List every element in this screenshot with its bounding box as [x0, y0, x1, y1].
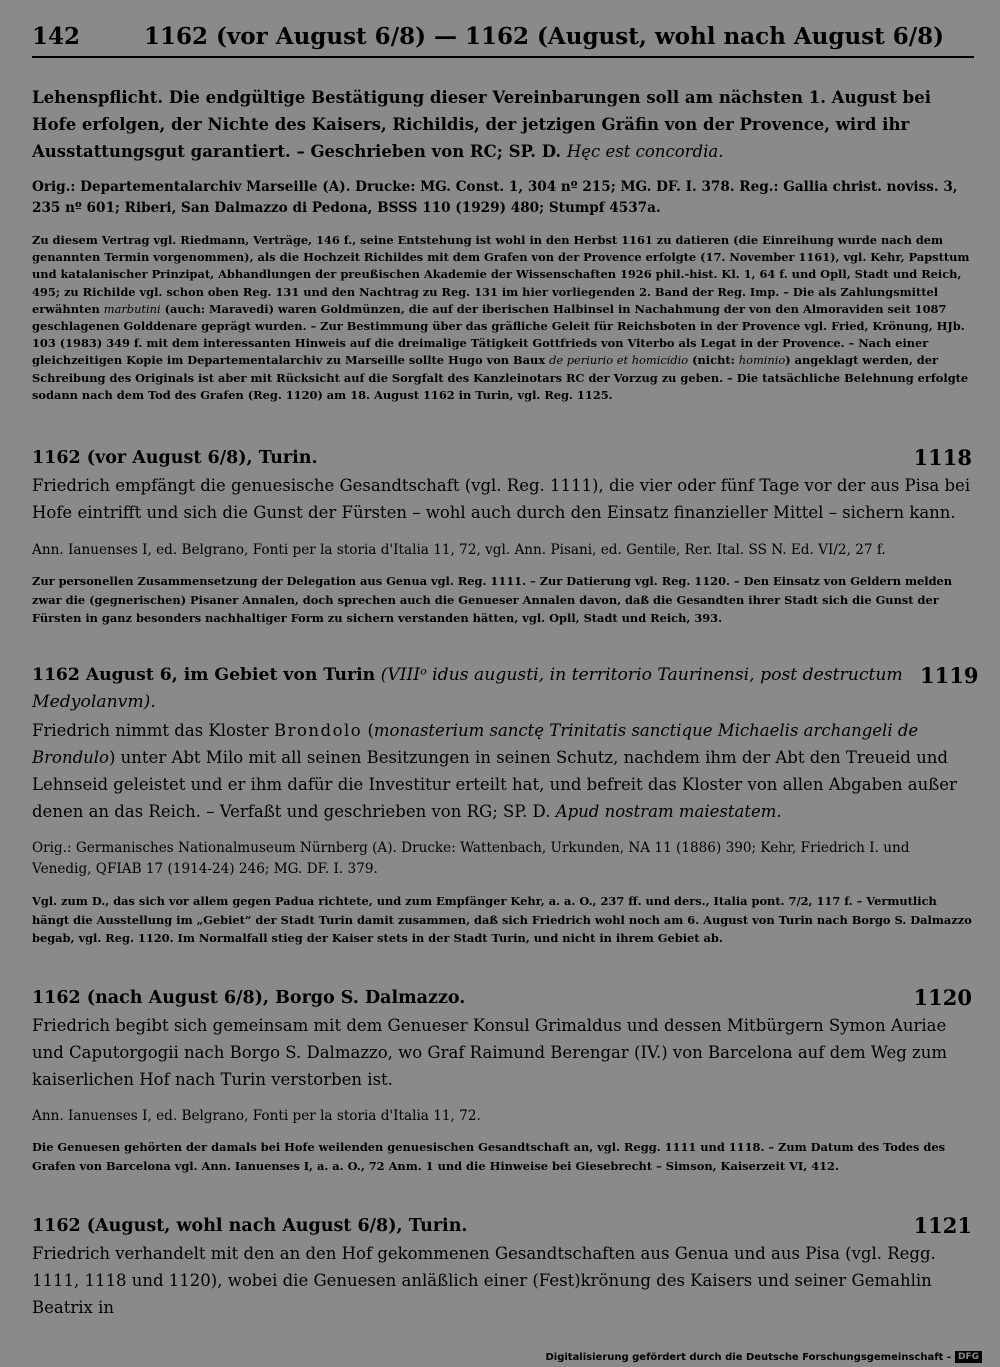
intro-sources: Orig.: Departementalarchiv Marseille (A). Drucke: MG. Const. 1, 304 nº 215; MG. DF. I. 378. Reg.: Gallia christ. noviss. 3, 235 nº 601; Riberi, San Dalmazzo di Pedona, BSSS 110 (1929) 480; Stumpf 4537a. [32, 179, 958, 216]
intro-text-part: Lehenspflicht. Die endgültige Bestätigung dieser Vereinbarungen soll am nächsten 1. August bei Hofe erfolgen, der Nichte des Kaisers, Richildis, der jetzigen Gräfin von der Provence, wird ihr Ausstattungsgut garantiert. – Geschrieben von RC; SP. D. [32, 88, 931, 161]
entry-note: Vgl. zum D., das sich vor allem gegen Padua richtete, und zum Empfänger Kehr, a. a. O., 237 ff. und ders., Italia pont. 7/2, 117 f. – Vermutlich hängt die Ausstellung im „Gebiet“ der Stadt Turin damit zusammen, daß sich Friedrich wohl noch am 6. August von Turin nach Borgo S. Dalmazzo begab, vgl. Reg. 1120. Im Normalfall stieg der Kaiser stets in der Stadt Turin, und nicht in ihrem Gebiet ab. [32, 894, 972, 945]
entry-text: Friedrich verhandelt mit den an den Hof gekommenen Gesandtschaften aus Genua und aus Pisa (vgl. Regg. 1111, 1118 und 1120), wobei die Genuesen anläßlich einer (Fest)krönung des Kaisers und seiner Gemahlin Beatrix in [32, 1244, 936, 1317]
entry-text-spaced: Brondolo [273, 721, 363, 740]
entry-title: 1162 August 6, im Gebiet von Turin [32, 665, 376, 685]
intro-note-italic: de periurio et homicidio [549, 353, 689, 368]
entry-number: 1119 [920, 663, 979, 688]
intro-note-part: Zu diesem Vertrag vgl. Riedmann, Verträge, 146 f., seine Entstehung ist wohl in den Herbst 1161 zu datieren (die Einreihung wurde nach dem genannten Termin vorgenommen), als die Hochzeit Richildes mit dem Grafen von der Provence erfolgte (17. November 1161), vgl. Kehr, Papsttum und katalanischer Prinzipat, Abhandlungen der preußischen Akademie der Wissenschaften 1926 phil.-hist. Kl. 1, 64 f. und Opll, Stadt und Reich, 495; zu Richilde vgl. schon oben Reg. 131 und den Nachtrag zu Reg. 131 im hier vorliegenden 2. Band der Reg. Imp. – Die als Zahlungsmittel erwähnten [32, 233, 970, 316]
dfg-logo: DFG [955, 1351, 982, 1363]
intro-text [32, 84, 972, 165]
entry-text-part: Friedrich nimmt das Kloster [32, 721, 274, 740]
entry-title: 1162 (vor August 6/8), Turin. [32, 448, 318, 468]
entry-text: Friedrich begibt sich gemeinsam mit dem Genueser Konsul Grimaldus und dessen Mitbürgern Symon Auriae und Caputorgogii nach Borgo S. Dalmazzo, wo Graf Raimund Berengar (IV.) von Barcelona auf dem Weg zum kaiserlichen Hof nach Turin verstorben ist. [32, 1016, 948, 1089]
footer-credit [545, 1351, 982, 1365]
intro-note-italic: hominio [738, 353, 786, 368]
page-number: 142 [32, 23, 81, 50]
intro-note-italic: marbutini [103, 301, 161, 316]
entry-heading [32, 1212, 972, 1240]
entry-text: Friedrich empfängt die genuesische Gesandtschaft (vgl. Reg. 1111), die vier oder fünf Tage vor der aus Pisa bei Hofe eintrifft und sich die Gunst der Fürsten – wohl auch durch den Einsatz finanzieller Mittel – sichern kann. [32, 476, 971, 522]
entry-number: 1118 [913, 445, 972, 470]
entry-number: 1120 [913, 985, 972, 1010]
entry-text [32, 717, 972, 825]
entry-title: 1162 (August, wohl nach August 6/8), Turin. [32, 1216, 468, 1236]
running-header [32, 22, 974, 58]
intro-note-part: ) angeklagt werden, der Schreibung des Originals ist aber mit Rücksicht auf die Sorgfalt des Kanzleinotars RC der Vorzug zu geben. – Die tatsächliche Belehnung erfolgte sodann nach dem Tod des Grafen (Reg. 1120) am 18. August 1162 in Turin, vgl. Reg. 1125. [32, 353, 969, 402]
entry-note: Die Genuesen gehörten der damals bei Hofe weilenden genuesischen Gesandtschaft an, vgl. Regg. 1111 und 1118. – Zum Datum des Todes des Grafen von Barcelona vgl. Ann. Ianuenses I, a. a. O., 72 Anm. 1 und die Hinweise bei Giesebrecht – Simson, Kaiserzeit VI, 412. [32, 1140, 946, 1173]
entry-title: 1162 (nach August 6/8), Borgo S. Dalmazzo. [32, 988, 466, 1008]
intro-note [32, 232, 972, 404]
entry-heading [32, 444, 972, 472]
entry-sources: Ann. Ianuenses I, ed. Belgrano, Fonti per la storia d'Italia 11, 72. [32, 1108, 481, 1124]
entry-text-italic: Apud nostram maiestatem. [555, 802, 782, 821]
entry-text-part: ) unter Abt Milo mit all seinen Besitzungen in seinen Schutz, nachdem ihm der Abt den Treueid und Lehnseid geleistet und er ihm dafür die Investitur erteilt hat, und befreit das Kloster von allen Abgaben außer denen an das Reich. – Verfaßt und geschrieben von RG; SP. D. [32, 748, 957, 821]
intro-note-part: (nicht: [688, 353, 739, 368]
entry-heading [32, 984, 972, 1012]
footer-text: Digitalisierung gefördert durch die Deutsche Forschungsgemeinschaft - [545, 1352, 951, 1363]
entry-note: Zur personellen Zusammensetzung der Delegation aus Genua vgl. Reg. 1111. – Zur Datierung vgl. Reg. 1120. – Den Einsatz von Geldern melden zwar die (gegnerischen) Pisaner Annalen, doch sprechen auch die Genueser Annalen davon, daß die Gesandten ihrer Stadt sich die Gunst der Fürsten in ganz besonders nachhaltiger Form zu sichern verstanden hätten, vgl. Opll, Stadt und Reich, 393. [32, 574, 953, 625]
entry-sources: Ann. Ianuenses I, ed. Belgrano, Fonti per la storia d'Italia 11, 72, vgl. Ann. Pisani, ed. Gentile, Rer. Ital. SS N. Ed. VI/2, 27 f. [32, 542, 886, 558]
entry-text-part: ( [362, 721, 374, 740]
entry-number: 1121 [913, 1213, 972, 1238]
running-head-title: 1162 (vor August 6/8) — 1162 (August, wohl nach August 6/8) [144, 23, 945, 50]
intro-note-part: (auch: Maravedi) waren Goldmünzen, die auf der iberischen Halbinsel in Nachahmung der von den Almoraviden seit 1087 geschlagenen Golddenare geprägt wurden. – Zur Bestimmung über das gräfliche Geleit für Reichsboten in der Provence vgl. Fried, Krönung, HJb. 103 (1983) 349 f. mit dem interessanten Hinweis auf die dreimalige Tätigkeit Gottfrieds von Viterbo als Legat in der Provence. – Nach einer gleichzeitigen Kopie im Departementalarchiv zu Marseille sollte Hugo von Baux [32, 301, 965, 368]
entry-sources: Orig.: Germanisches Nationalmuseum Nürnberg (A). Drucke: Wattenbach, Urkunden, NA 11 (1886) 390; Kehr, Friedrich I. und Venedig, QFIAB 17 (1914-24) 246; MG. DF. I. 379. [32, 840, 910, 877]
entry-text-italic: monasterium sanctę Trinitatis sanctique Michaelis archangeli de Brondulo [32, 721, 919, 767]
entry-heading-long [32, 662, 972, 716]
intro-text-italic: Hęc est concordia. [566, 142, 724, 161]
entry-title-italic: (VIIIᵒ idus augusti, in territorio Taurinensi, post destructum Medyolanvm). [32, 665, 903, 712]
